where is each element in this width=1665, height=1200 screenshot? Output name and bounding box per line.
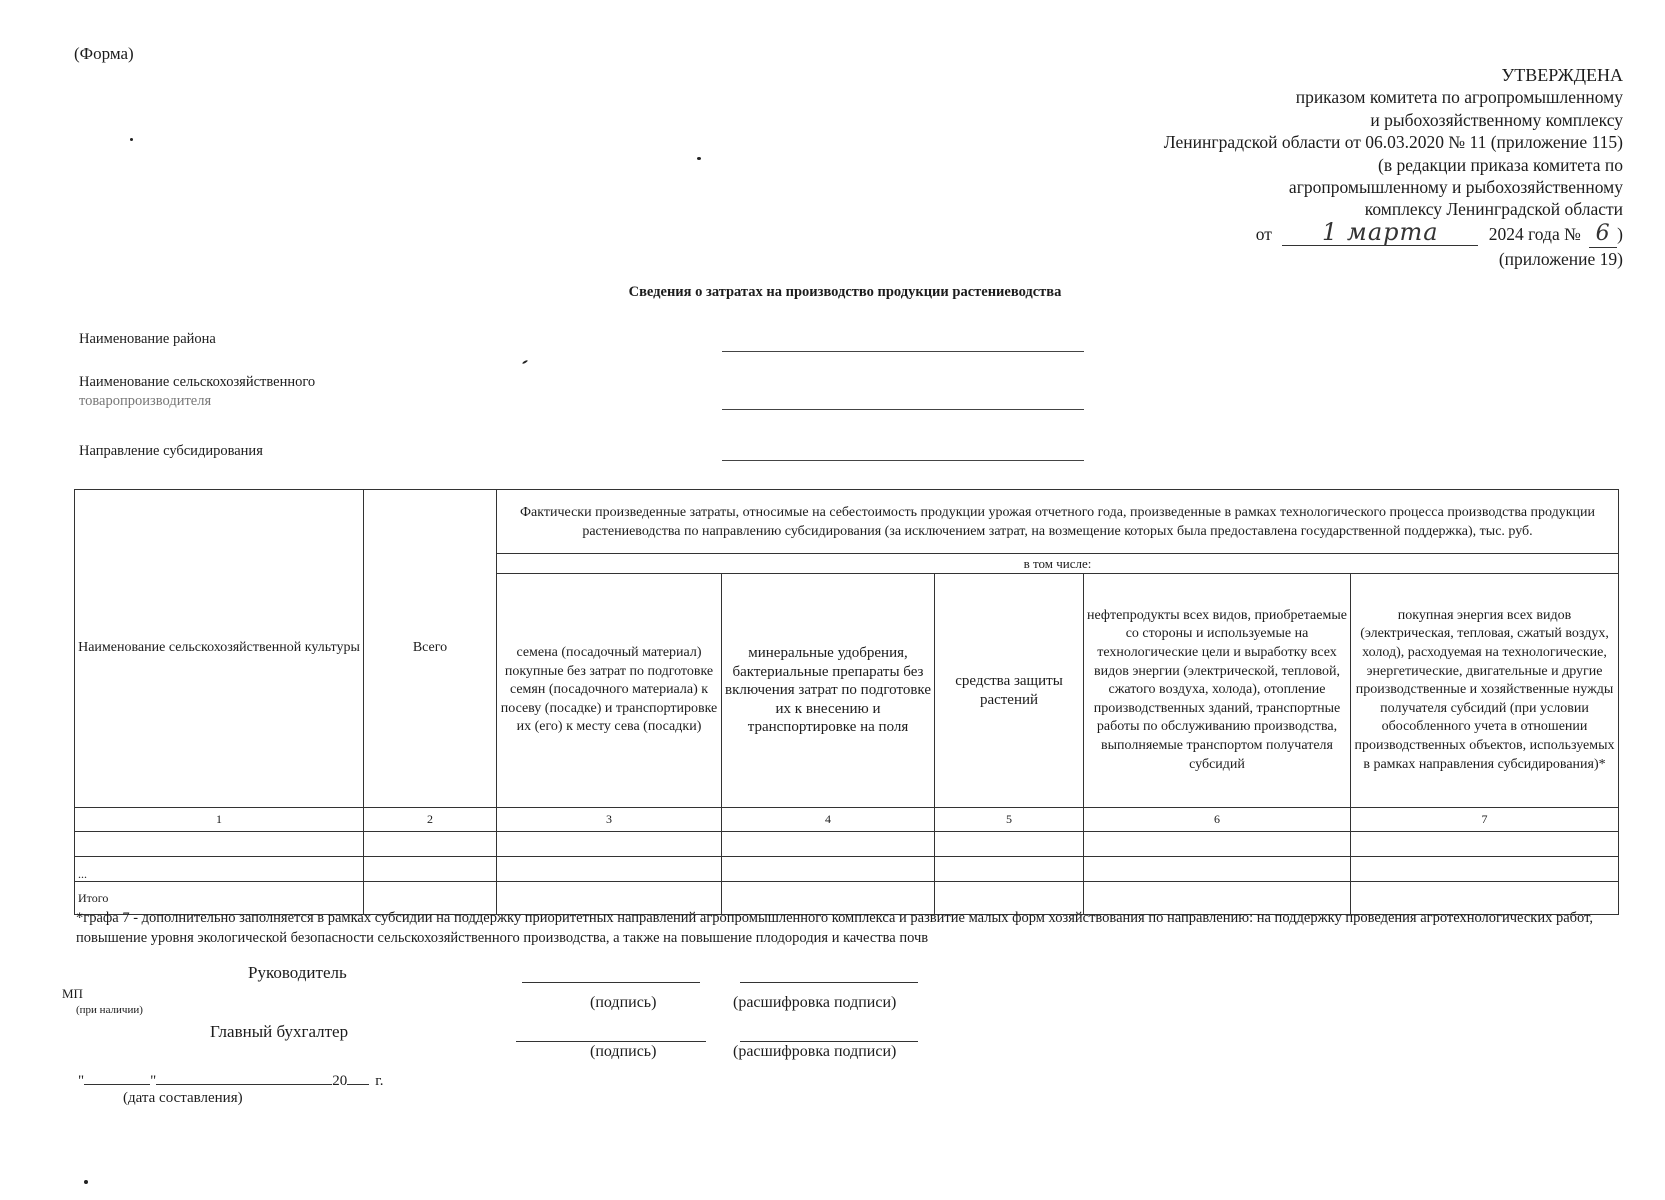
scan-speck [130,138,133,141]
header-col7-energy: покупная энергия всех видов (электрическая, тепловая, сжатый воздух, холод), расходуемая на технологические, энергетические, двигательные и другие производственные и хозяйственные нужды получателя субсидий (при условии обособленного учета в отношении производственных объектов, используемых в рамках направления субсидирования)* [1351,574,1619,808]
table-cell[interactable] [364,832,497,857]
stamp-label: МП [62,986,83,1001]
col-number: 7 [1351,808,1619,832]
header-group-expenses: Фактически произведенные затраты, относимые на себестоимость продукции урожая отчетного года, произведенные в рамках технологического процесса производства продукции растениеводства по направлению субсидирования (за исключением затрат, на возмещение которых была предоставлена государственной поддержка), тыс. руб. [497,490,1619,554]
approval-date-row [1164,217,1623,248]
approval-block [1164,64,1623,270]
col-number: 4 [722,808,935,832]
head-label: Руководитель [248,963,347,982]
date-quote-close: " [150,1073,157,1089]
head-decoding-line[interactable] [740,982,918,983]
table-cell[interactable] [1084,832,1351,857]
head-signature-line[interactable] [522,982,700,983]
table-cell[interactable] [1351,832,1619,857]
direction-label: Направление субсидирования [79,443,263,459]
col-number: 3 [497,808,722,832]
scan-speck [697,157,701,160]
table-cell[interactable] [75,832,364,857]
header-col4-fertilizers: минеральные удобрения, бактериальные препараты без включения затрат по подготовке их к внесению и транспортировке на поля [722,574,935,808]
table-cell[interactable] [722,857,935,882]
table-cell[interactable] [722,832,935,857]
date-month-field[interactable] [156,1070,332,1085]
stamp-note: (при наличии) [76,1004,143,1016]
producer-label [79,373,315,411]
footnote: *графа 7 - дополнительно заполняется в рамках субсидии на поддержку приоритетных направлений агропромышленного комплекса и развитие малых форм хозяйствования по направлению: на поддержку проведения агротехнологических работ, повышение уровня экологической безопасности сельскохозяйственного производства, а также на повышение плодородия и качества почв [76,910,1593,946]
approval-line: комплексу Ленинградской области [1364,199,1623,220]
ellipsis-cell[interactable]: ... [75,857,364,882]
accountant-label: Главный бухгалтер [210,1022,349,1041]
approval-line: и рыбохозяйственному комплексу [1370,109,1623,130]
header-total: Всего [364,490,497,808]
accountant-signature-line[interactable] [516,1041,706,1042]
header-col3-seeds: семена (посадочный материал) покупные без затрат по подготовке семян (посадочного материала) к посеву (посадке) и транспортировке их (его) к месту сева (посадки) [497,574,722,808]
district-label: Наименование района [79,331,216,347]
table-cell[interactable] [497,832,722,857]
date-year-field[interactable] [347,1070,369,1085]
approval-heading: УТВЕРЖДЕНА [1501,65,1623,85]
date-day-field[interactable] [84,1070,150,1085]
scan-speck [522,360,528,365]
table-row [75,832,1619,857]
approval-line: приказом комитета по агропромышленному [1295,87,1623,108]
document-title: Сведения о затратах на производство продукции растениеводства [628,284,1062,300]
form-label: (Форма) [74,44,134,63]
table-cell[interactable] [364,857,497,882]
accountant-decoding-line[interactable] [740,1041,918,1042]
date-quote-open: " [78,1073,85,1089]
header-crop-name: Наименование сельскохозяйственной культуры [75,490,364,808]
table-cell[interactable] [1084,857,1351,882]
table-cell[interactable] [935,832,1084,857]
handwritten-date: 1 марта [1282,223,1478,246]
date-of-compilation [78,1070,398,1092]
decoding-caption: (расшифровка подписи) [733,1043,897,1060]
date-caption: (дата составления) [123,1090,243,1106]
expenses-table [74,489,1619,915]
date-century: 20 [332,1073,348,1089]
date-prefix: от [1255,223,1272,244]
date-year-suffix: г. [375,1073,384,1089]
scan-speck [84,1180,88,1184]
table-cell[interactable] [935,857,1084,882]
handwritten-number: 6 [1589,225,1617,248]
header-col6-fuel: нефтепродукты всех видов, приобретаемые со стороны и используемые на технологические цели и выработку всех видов энергии (электрической, тепловой, сжатого воздуха, холода), отопление производственных зданий, транспортные работы по обслуживанию производства, выполняемые транспортом получателя субсидий [1084,574,1351,808]
col-number: 2 [364,808,497,832]
approval-line: агропромышленному и рыбохозяйственному [1288,177,1623,198]
producer-label-line1: Наименование сельскохозяйственного [79,374,316,390]
table-row [75,857,1619,882]
signature-caption: (подпись) [590,1043,657,1060]
total-label: Итого [75,882,364,915]
header-including: в том числе: [497,554,1619,574]
number-suffix: ) [1617,223,1623,244]
table-cell[interactable] [497,857,722,882]
year-text: 2024 года № [1488,223,1581,244]
producer-field[interactable] [722,409,1084,410]
signature-caption: (подпись) [590,994,657,1011]
table-cell[interactable] [1351,857,1619,882]
producer-label-line2: товаропроизводителя [79,393,212,409]
col-number: 6 [1084,808,1351,832]
approval-line: Ленинградской области от 06.03.2020 № 11 (приложение 115) [1163,132,1623,153]
header-col5-plant-protection: средства защиты растений [935,574,1084,808]
approval-appendix: (приложение 19) [1498,248,1623,269]
col-number: 5 [935,808,1084,832]
col-number: 1 [75,808,364,832]
direction-field[interactable] [722,460,1084,461]
decoding-caption: (расшифровка подписи) [733,994,897,1011]
approval-line: (в редакции приказа комитета по [1378,154,1623,175]
district-field[interactable] [722,351,1084,352]
